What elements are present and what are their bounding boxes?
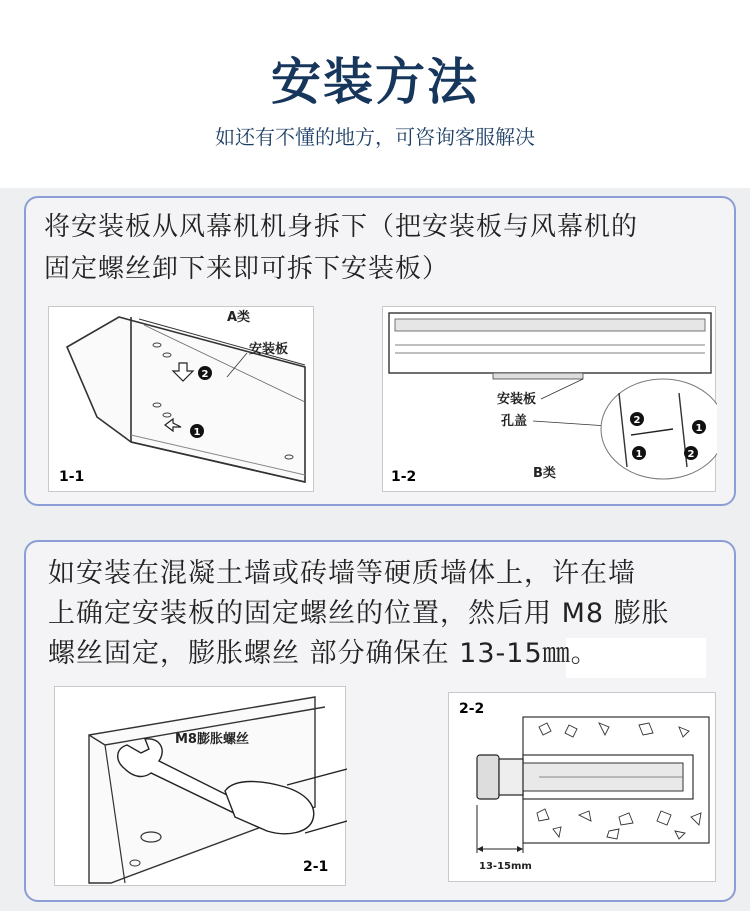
- marker-2-label: 2: [687, 449, 695, 460]
- page-subtitle: 如还有不懂的地方，可咨询客服解决: [215, 125, 535, 149]
- figure-2-2: [448, 692, 716, 882]
- step2-text-line3: 螺丝固定，膨胀螺丝 部分确保在 13-15㎜。: [48, 638, 599, 669]
- cap-label: 孔盖: [501, 414, 528, 429]
- page-title: 安装方法: [271, 53, 479, 111]
- figure-1-1-drawing: [49, 307, 315, 493]
- bolt-label: M8膨胀螺丝: [175, 732, 249, 747]
- grille: [395, 319, 705, 331]
- figure-2-2-drawing: [449, 693, 717, 883]
- step2-text: [48, 554, 718, 674]
- plate-label: 安装板: [497, 392, 537, 407]
- step2-card: [24, 540, 736, 902]
- figure-2-1: [54, 686, 346, 886]
- step2-text-line1: 如安装在混凝土墙或砖墙等硬质墙体上，许在墙: [48, 558, 636, 589]
- figure-number: 2-2: [459, 701, 485, 717]
- marker-1-label: 1: [695, 423, 703, 434]
- step1-card: [24, 196, 736, 506]
- dim-arrowhead: [477, 846, 483, 852]
- step1-text: [44, 206, 724, 290]
- type-b-label: B类: [533, 466, 556, 481]
- figure-2-1-drawing: [55, 687, 347, 887]
- marker-2-label: 2: [201, 369, 209, 380]
- step1-text-line2: 固定螺丝卸下来即可拆下安装板）: [44, 254, 450, 284]
- page-header: [0, 0, 750, 188]
- type-a-label: A类: [227, 310, 251, 325]
- figure-number: 1-2: [391, 469, 417, 485]
- marker-1-label: 1: [635, 449, 643, 460]
- dimension-label: 13-15mm: [479, 861, 532, 872]
- figure-1-2-drawing: [383, 307, 717, 493]
- bolt-nut: [477, 755, 499, 799]
- plate-label: 安装板: [249, 342, 289, 357]
- figure-number: 2-1: [303, 859, 329, 875]
- step1-text-line1: 将安装板从风幕机机身拆下（把安装板与风幕机的: [44, 212, 639, 242]
- mount-plate: [493, 373, 583, 379]
- figure-1-2: [382, 306, 716, 492]
- leader-line: [541, 379, 583, 399]
- figure-1-1: [48, 306, 314, 492]
- dim-arrowhead: [517, 846, 523, 852]
- figure-number: 1-1: [59, 469, 85, 485]
- marker-2-label: 2: [633, 415, 641, 426]
- marker-1-label: 1: [193, 427, 201, 438]
- step2-text-line2: 上确定安装板的固定螺丝的位置，然后用 M8 膨胀: [48, 598, 670, 629]
- washer: [499, 759, 523, 795]
